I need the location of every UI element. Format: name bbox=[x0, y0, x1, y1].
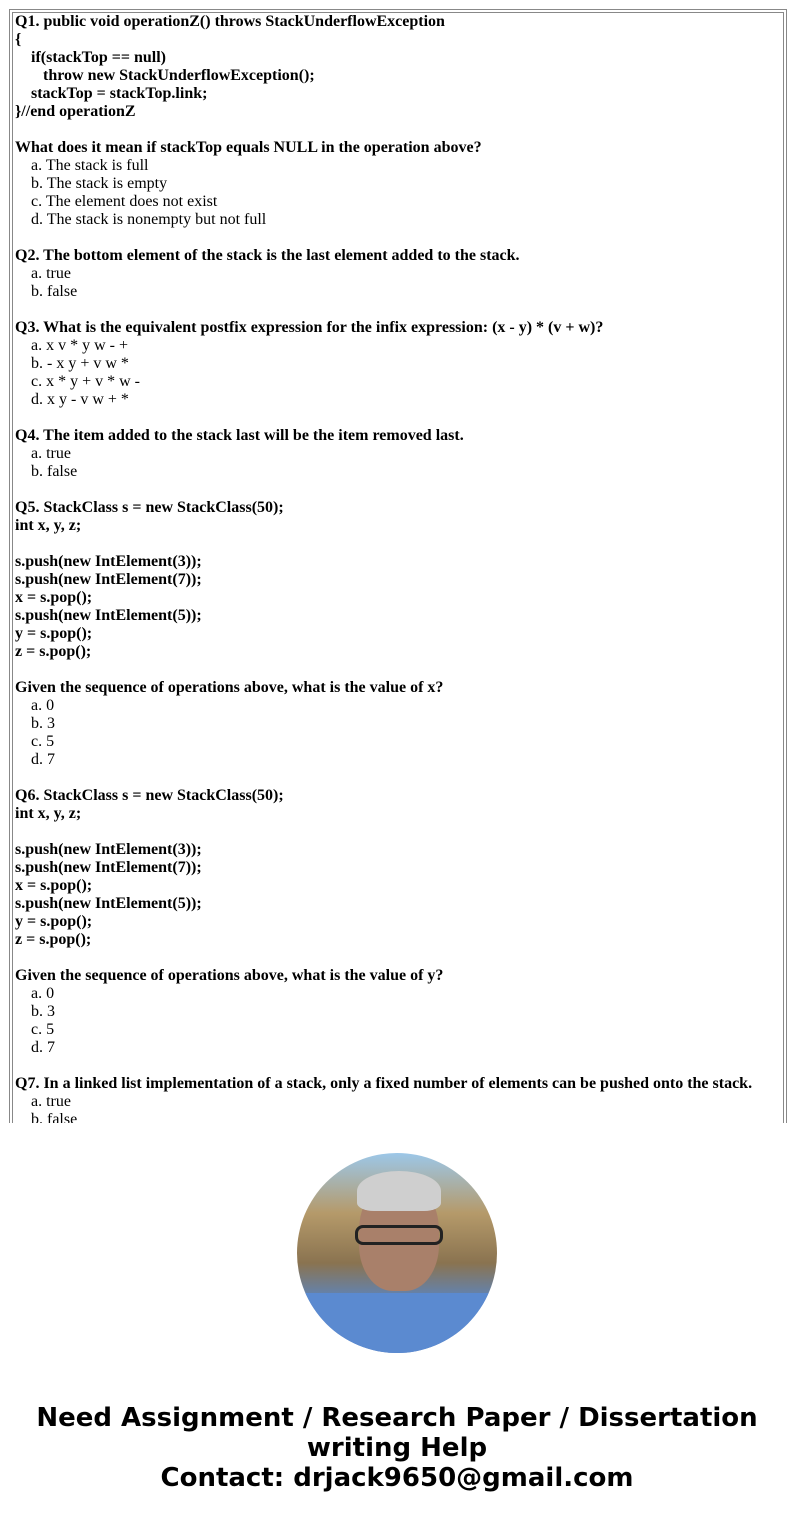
promo-banner bbox=[0, 1403, 794, 1493]
answer-option: a. The stack is full bbox=[31, 157, 149, 174]
answer-option: b. false bbox=[31, 1111, 78, 1123]
blank-line bbox=[15, 1057, 781, 1075]
question-text-line: Q6. StackClass s = new StackClass(50); bbox=[15, 787, 284, 804]
answer-option: a. true bbox=[31, 445, 71, 462]
promo-contact: Contact: drjack9650@gmail.com bbox=[160, 1463, 634, 1493]
answer-option: a. x v * y w - + bbox=[31, 337, 129, 354]
question-text-line: Given the sequence of operations above, what is the value of x? bbox=[15, 679, 444, 696]
question-text-line: s.push(new IntElement(3)); bbox=[15, 841, 202, 858]
answer-option: d. 7 bbox=[31, 751, 55, 768]
question-text-line: What does it mean if stackTop equals NULL in the operation above? bbox=[15, 139, 482, 156]
shirt bbox=[297, 1293, 497, 1353]
answer-option: c. x * y + v * w - bbox=[31, 373, 141, 390]
answer-option: b. - x y + v w * bbox=[31, 355, 129, 372]
answer-option: c. 5 bbox=[31, 733, 55, 750]
question-text-line: x = s.pop(); bbox=[15, 877, 93, 894]
question-text-line: s.push(new IntElement(5)); bbox=[15, 607, 202, 624]
question-text-line: stackTop = stackTop.link; bbox=[15, 85, 208, 102]
glasses bbox=[355, 1225, 443, 1245]
hair bbox=[357, 1171, 441, 1211]
answer-option: a. true bbox=[31, 265, 71, 282]
answer-option: a. 0 bbox=[31, 985, 55, 1002]
question-text-line: s.push(new IntElement(3)); bbox=[15, 553, 202, 570]
answer-option: a. true bbox=[31, 1093, 71, 1110]
answer-option: b. 3 bbox=[31, 1003, 55, 1020]
question-text-line: if(stackTop == null) bbox=[15, 49, 167, 66]
answer-option: b. false bbox=[31, 283, 78, 300]
answer-option: a. 0 bbox=[31, 697, 55, 714]
blank-line bbox=[15, 409, 781, 427]
answer-option: d. 7 bbox=[31, 1039, 55, 1056]
question-text-line: Q4. The item added to the stack last will be the item removed last. bbox=[15, 427, 464, 444]
blank-line bbox=[15, 121, 781, 139]
blank-line bbox=[15, 769, 781, 787]
answer-option: c. 5 bbox=[31, 1021, 55, 1038]
answer-option: c. The element does not exist bbox=[31, 193, 218, 210]
question-text-line: int x, y, z; bbox=[15, 517, 82, 534]
question-text-line: s.push(new IntElement(5)); bbox=[15, 895, 202, 912]
blank-line bbox=[15, 823, 781, 841]
question-text-line: Q5. StackClass s = new StackClass(50); bbox=[15, 499, 284, 516]
question-text-line: z = s.pop(); bbox=[15, 643, 92, 660]
blank-line bbox=[15, 535, 781, 553]
blank-line bbox=[15, 229, 781, 247]
blank-line bbox=[15, 661, 781, 679]
author-avatar-photo bbox=[297, 1153, 497, 1353]
answer-option: d. x y - v w + * bbox=[31, 391, 129, 408]
question-text-line: Q1. public void operationZ() throws StackUnderflowException bbox=[15, 13, 445, 30]
question-text-line: z = s.pop(); bbox=[15, 931, 92, 948]
question-text-line: Given the sequence of operations above, what is the value of y? bbox=[15, 967, 444, 984]
answer-option: b. false bbox=[31, 463, 78, 480]
question-text-line: y = s.pop(); bbox=[15, 913, 93, 930]
blank-line bbox=[15, 949, 781, 967]
question-text-line: { bbox=[15, 31, 22, 48]
question-text-line: }//end operationZ bbox=[15, 103, 136, 120]
outer-table-border bbox=[9, 9, 787, 1123]
promo-line-2: writing Help bbox=[306, 1433, 488, 1463]
question-text-line: s.push(new IntElement(7)); bbox=[15, 571, 202, 588]
question-text-line: x = s.pop(); bbox=[15, 589, 93, 606]
blank-line bbox=[15, 481, 781, 499]
answer-option: b. 3 bbox=[31, 715, 55, 732]
question-cell bbox=[12, 12, 784, 1123]
question-text-line: throw new StackUnderflowException(); bbox=[15, 67, 315, 84]
promo-line-1: Need Assignment / Research Paper / Dissertation bbox=[36, 1403, 758, 1433]
question-text-line: int x, y, z; bbox=[15, 805, 82, 822]
question-text-line: Q3. What is the equivalent postfix expression for the infix expression: (x - y) * (v + w)? bbox=[15, 319, 604, 336]
question-text-line: s.push(new IntElement(7)); bbox=[15, 859, 202, 876]
answer-option: d. The stack is nonempty but not full bbox=[31, 211, 267, 228]
answer-option: b. The stack is empty bbox=[31, 175, 168, 192]
blank-line bbox=[15, 301, 781, 319]
question-text-line: Q2. The bottom element of the stack is the last element added to the stack. bbox=[15, 247, 520, 264]
question-text-line: y = s.pop(); bbox=[15, 625, 93, 642]
question-text-line: Q7. In a linked list implementation of a stack, only a fixed number of elements can be pushed onto the stack. bbox=[15, 1075, 753, 1092]
